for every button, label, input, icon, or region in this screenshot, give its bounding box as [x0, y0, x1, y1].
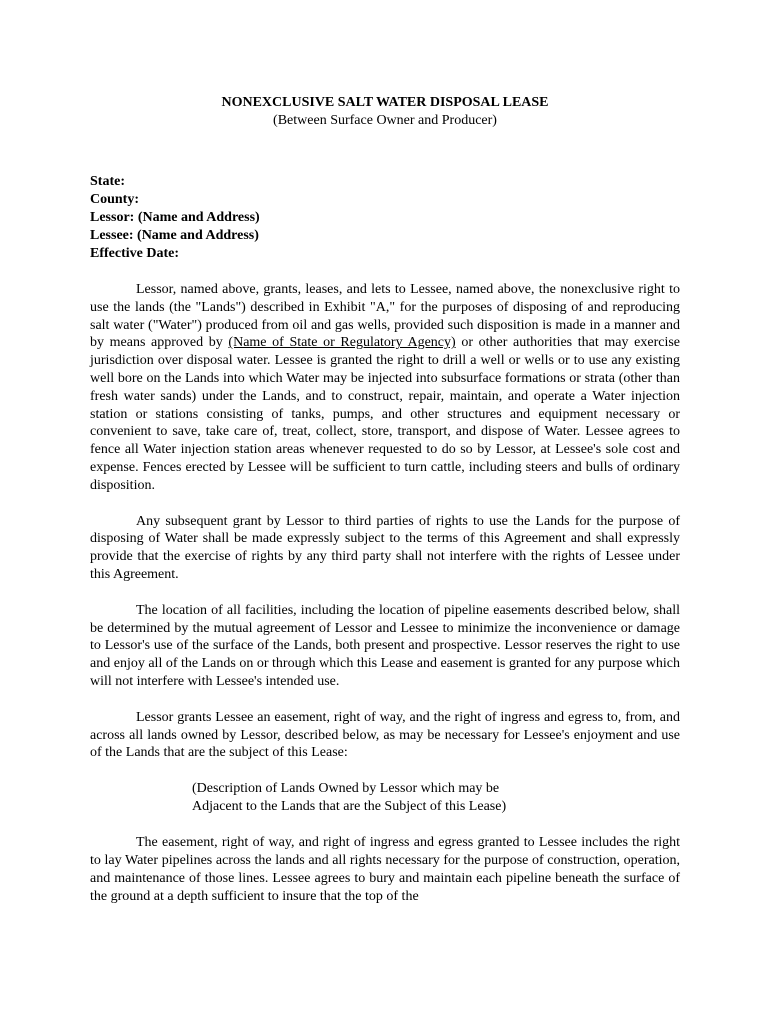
paragraph-easement-grant: Lessor grants Lessee an easement, right of way, and the right of ingress and egress to, from, and across all lands owned by Lessor, described below, as may be necessary for Lessee's enjoyment and use of the Lands that are the subject of this Lease:	[90, 709, 680, 761]
field-lessor: Lessor: (Name and Address)	[90, 210, 260, 225]
document-subtitle: (Between Surface Owner and Producer)	[273, 113, 497, 128]
field-lessee: Lessee: (Name and Address)	[90, 228, 259, 243]
field-state: State:	[90, 174, 125, 189]
paragraph-grant	[90, 281, 680, 495]
regulatory-agency-placeholder: (Name of State or Regulatory Agency)	[228, 335, 456, 351]
paragraph-facility-location: The location of all facilities, including the location of pipeline easements described below, shall be determined by the mutual agreement of Lessor and Lessee to minimize the inconvenience or damage to Lessor's use of the surface of the Lands, both present and prospective. Lessor reserves the right to use and enjoy all of the Lands on or through which this Lease and easement is granted for any purpose which will not interfere with Lessee's intended use.	[90, 602, 680, 689]
field-effective-date: Effective Date:	[90, 246, 180, 261]
header-fields	[90, 173, 680, 263]
land-description-line: Adjacent to the Lands that are the Subject of this Lease)	[192, 799, 507, 815]
field-county: County:	[90, 192, 140, 207]
land-description-line: (Description of Lands Owned by Lessor which may be	[192, 781, 500, 797]
paragraph-grant-text-2: or other authorities that may exercise jurisdiction over disposal water. Lessee is granted the right to drill a well or wells or to use any existing well bore on the Lands into which Water may be injected into subsurface formations or strata (other than fresh water sands) under the Lands, and to construct, repair, maintain, and operate a Water injection station or stations consisting of tanks, pumps, and other structures and equipment necessary or convenient to save, take care of, treat, collect, store, transport, and dispose of Water. Lessee agrees to fence all Water injection station areas whenever requested to do so by Lessor, at Lessee's sole cost and expense. Fences erected by Lessee will be sufficient to turn cattle, including steers and bulls of ordinary disposition.	[90, 335, 680, 493]
paragraph-pipeline-easement: The easement, right of way, and right of ingress and egress granted to Lessee includes the right to lay Water pipelines across the lands and all rights necessary for the purpose of construction, operation, and maintenance of those lines. Lessee agrees to bury and maintain each pipeline beneath the surface of the ground at a depth sufficient to insure that the top of the	[90, 835, 680, 904]
document-title: NONEXCLUSIVE SALT WATER DISPOSAL LEASE	[221, 95, 549, 110]
paragraph-grant-text-1: Lessor, named above, grants, leases, and lets to Lessee, named above, the nonexclusive right to use the lands (the "Lands") described in Exhibit "A," for the purposes of disposing of and reproducing salt water ("Water") produced from oil and gas wells, provided such disposition is made in a manner and by means approved by	[90, 282, 680, 351]
land-description-placeholder	[90, 780, 680, 816]
paragraph-subsequent-grant: Any subsequent grant by Lessor to third parties of rights to use the Lands for the purpose of disposing of Water shall be made expressly subject to the terms of this Agreement and shall expressly provide that the exercise of rights by any third party shall not interfere with the rights of Lessee under this Agreement.	[90, 513, 680, 582]
